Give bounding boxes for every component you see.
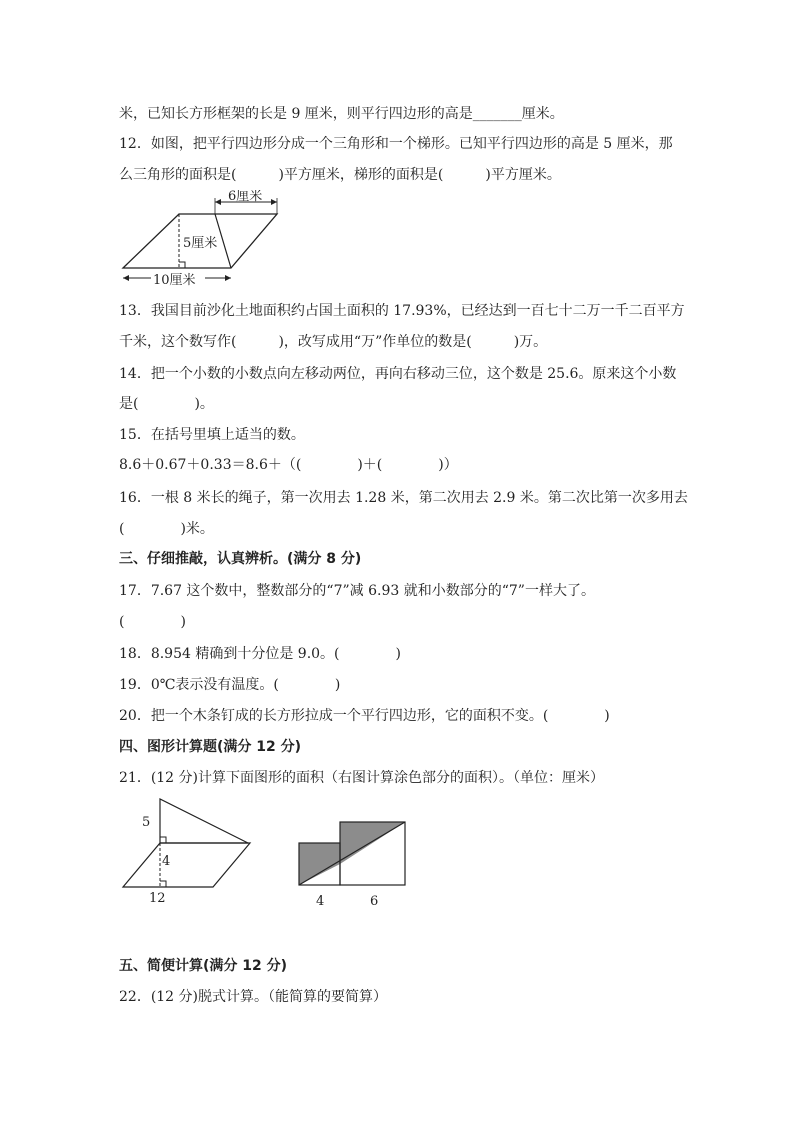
top-arrow-left <box>215 199 221 205</box>
figure-21-left <box>115 795 260 910</box>
question-21: 21．(12 分)计算下面图形的面积（右图计算涂色部分的面积）。（单位：厘米） <box>119 770 605 786</box>
right-angle-mark <box>179 262 185 268</box>
label-4: 4 <box>162 854 171 869</box>
question-13-line-1: 13．我国目前沙化土地面积约占国土面积的 17.93%，已经达到一百七十二万一千二百平方 <box>119 303 685 319</box>
label-5: 5 <box>142 815 151 830</box>
question-14-line-2: 是( )。 <box>119 396 214 412</box>
triangle-shape <box>160 799 248 843</box>
label-12: 12 <box>149 891 166 906</box>
top-arrow-right <box>271 199 277 205</box>
question-13-line-2: 千米，这个数写作( )，改写成用“万”作单位的数是( )万。 <box>119 334 548 350</box>
question-15-line-1: 15．在括号里填上适当的数。 <box>119 427 305 443</box>
base-arrow-right <box>225 275 231 281</box>
section-3-heading: 三、仔细推敲，认真辨析。(满分 8 分) <box>119 551 362 567</box>
question-11-tail: 米，已知长方形框架的长是 9 厘米，则平行四边形的高是_______厘米。 <box>119 106 564 122</box>
parallelogram-shape <box>123 843 250 887</box>
question-18: 18．8.954 精确到十分位是 9.0。( ) <box>119 646 401 662</box>
question-12-line-1: 12．如图，把平行四边形分成一个三角形和一个梯形。已知平行四边形的高是 5 厘米，那 <box>119 136 673 152</box>
label-6: 6 <box>370 894 379 909</box>
question-17-line-1: 17．7.67 这个数中，整数部分的“7”减 6.93 就和小数部分的“7”一样大了。 <box>119 583 595 599</box>
question-15-line-2: 8.6＋0.67＋0.33＝8.6＋（( )＋( )） <box>119 457 458 473</box>
top-length-label: 6厘米 <box>228 190 263 204</box>
question-19: 19．0℃表示没有温度。( ) <box>119 677 341 693</box>
height-label: 5厘米 <box>183 236 218 251</box>
parallelogram-right-angle-mark <box>160 881 166 887</box>
question-22: 22．(12 分)脱式计算。（能简算的要简算） <box>119 989 388 1005</box>
parallelogram-figure-q12 <box>115 190 295 290</box>
question-17-line-2: ( ) <box>119 614 186 630</box>
triangle-cut-line <box>215 214 231 268</box>
triangle-right-angle-mark <box>160 837 166 843</box>
question-16-line-1: 16．一根 8 米长的绳子，第一次用去 1.28 米，第二次用去 2.9 米。第二次比第一次多用去 <box>119 490 688 506</box>
question-20: 20．把一个木条钉成的长方形拉成一个平行四边形，它的面积不变。( ) <box>119 708 610 724</box>
figure-21-right <box>290 815 415 910</box>
base-arrow-left <box>123 275 129 281</box>
section-5-heading: 五、简便计算(满分 12 分) <box>119 958 288 974</box>
question-12-line-2: 么三角形的面积是( )平方厘米，梯形的面积是( )平方厘米。 <box>119 167 561 183</box>
question-16-line-2: ( )米。 <box>119 521 214 537</box>
section-4-heading: 四、图形计算题(满分 12 分) <box>119 739 302 755</box>
question-14-line-1: 14．把一个小数的小数点向左移动两位，再向右移动三位，这个数是 25.6。原来这个小数 <box>119 366 677 382</box>
base-length-label: 10厘米 <box>153 273 196 288</box>
label-4: 4 <box>316 894 325 909</box>
